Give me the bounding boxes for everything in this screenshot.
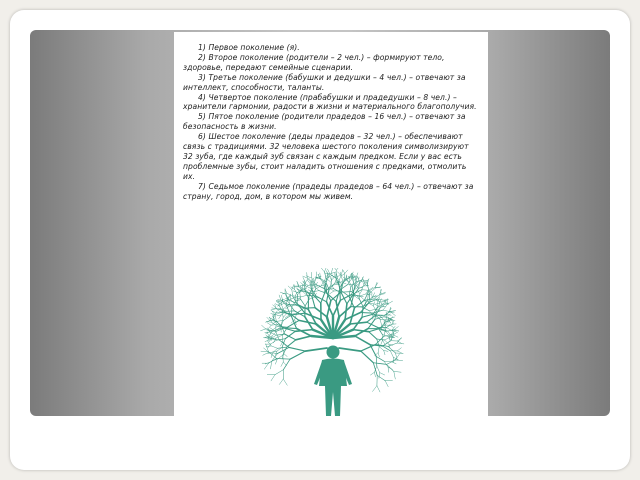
- human-tree-icon: [222, 268, 444, 416]
- generations-text: [183, 43, 477, 202]
- paragraph-generation-4: 4) Четвертое поколение (прабабушки и прадедушки – 8 чел.) – хранители гармонии, радости в жизни и материального благополучия.: [183, 92, 477, 112]
- paragraph-generation-7: 7) Седьмое поколение (прадеды прадедов – 64 чел.) – отвечают за страну, город, дом, в котором мы живем.: [183, 181, 474, 201]
- document-page: [174, 32, 488, 418]
- paragraph-generation-3: 3) Третье поколение (бабушки и дедушки – 4 чел.) – отвечают за интеллект, способности, таланты.: [183, 72, 466, 92]
- paragraph-generation-2: 2) Второе поколение (родители – 2 чел.) – формируют тело, здоровье, передают семейные сценарии.: [183, 52, 445, 72]
- paragraph-generation-1: 1) Первое поколение (я).: [198, 43, 300, 52]
- paragraph-generation-6: 6) Шестое поколение (деды прадедов – 32 чел.) – обеспечивают связь с традициями. 32 человека шестого поколения символизируют 32 зуба, где каждый зуб связан с каждым предком. Если у вас есть проблемные зубы, стоит наладить отношения с предками, отмолить их.: [183, 132, 469, 181]
- paragraph-generation-5: 5) Пятое поколение (родители прадедов – 16 чел.) – отвечают за безопасность в жизни.: [183, 112, 466, 132]
